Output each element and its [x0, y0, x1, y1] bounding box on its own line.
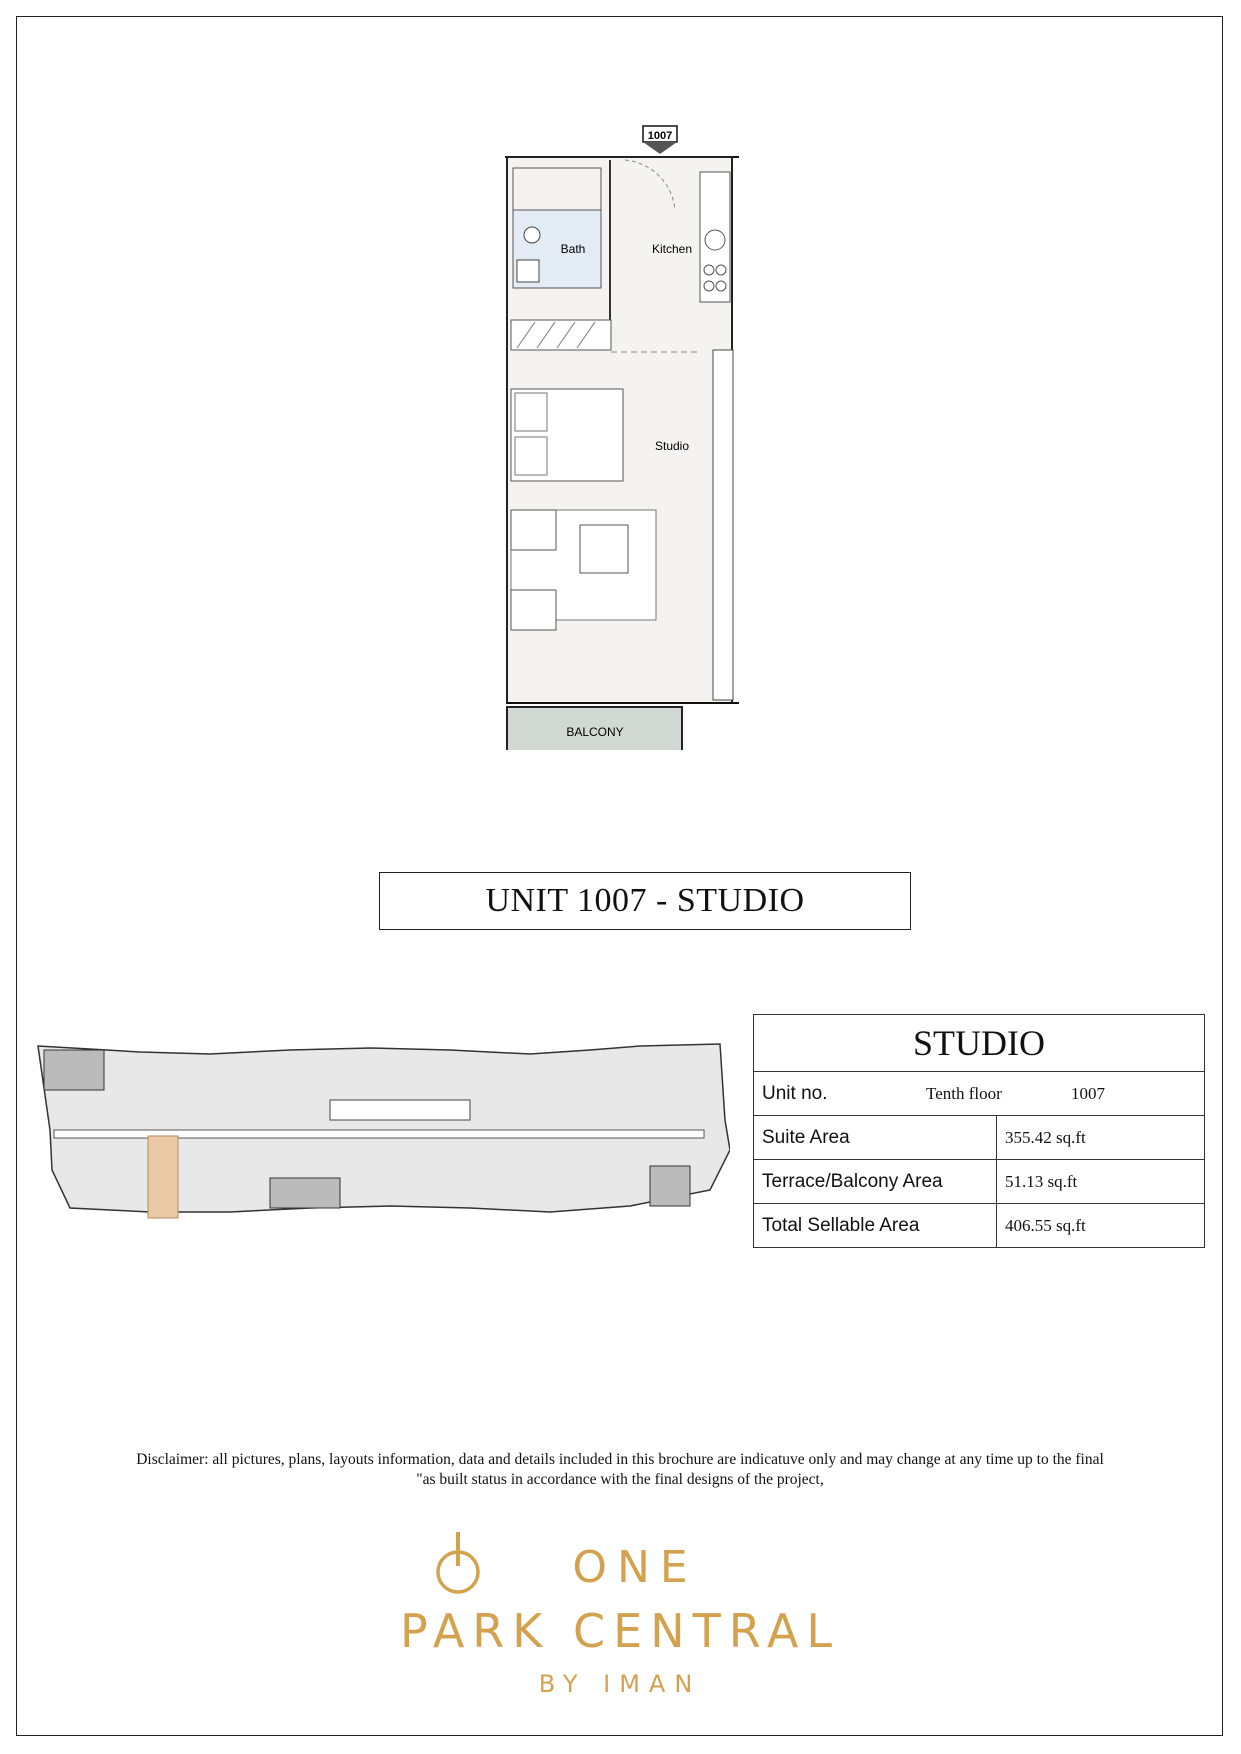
total-area-label: Total Sellable Area: [754, 1204, 997, 1248]
logo-line-one: ONE: [572, 1542, 698, 1593]
disclaimer-line-1: Disclaimer: all pictures, plans, layouts information, data and details included in this brochure are indicatuve only and may change at any time up to the final: [136, 1451, 1104, 1468]
unit-no-value: 1007: [1071, 1083, 1105, 1103]
room-label-kitchen: Kitchen: [651, 242, 693, 256]
disclaimer: [60, 1450, 1180, 1490]
disclaimer-line-2: "as built status in accordance with the final designs of the project,: [416, 1471, 824, 1488]
unit-info-row: [754, 1072, 1205, 1116]
unit-heading: UNIT 1007 - STUDIO: [379, 872, 911, 930]
room-label-bath: Bath: [560, 242, 586, 256]
room-label-studio: Studio: [654, 439, 690, 453]
total-area-value: 406.55 sq.ft: [997, 1204, 1205, 1248]
key-plan-image: [30, 1040, 730, 1225]
room-label-balcony: BALCONY: [566, 725, 624, 739]
brand-logo: [330, 1528, 910, 1704]
logo-line-park-central: PARK CENTRAL: [400, 1604, 840, 1658]
unit-no-label: Unit no.: [762, 1082, 828, 1104]
balcony-area-value: 51.13 sq.ft: [997, 1160, 1205, 1204]
floor-value: Tenth floor: [926, 1083, 1002, 1103]
balcony-area-label: Terrace/Balcony Area: [754, 1160, 997, 1204]
suite-area-value: 355.42 sq.ft: [997, 1116, 1205, 1160]
unit-tag-label: 1007: [647, 130, 673, 142]
area-table: [753, 1014, 1205, 1248]
area-table-title: STUDIO: [754, 1015, 1205, 1072]
logo-line-by-iman: BY IMAN: [538, 1670, 702, 1698]
unit-floor-plan: [495, 120, 745, 750]
suite-area-label: Suite Area: [754, 1116, 997, 1160]
